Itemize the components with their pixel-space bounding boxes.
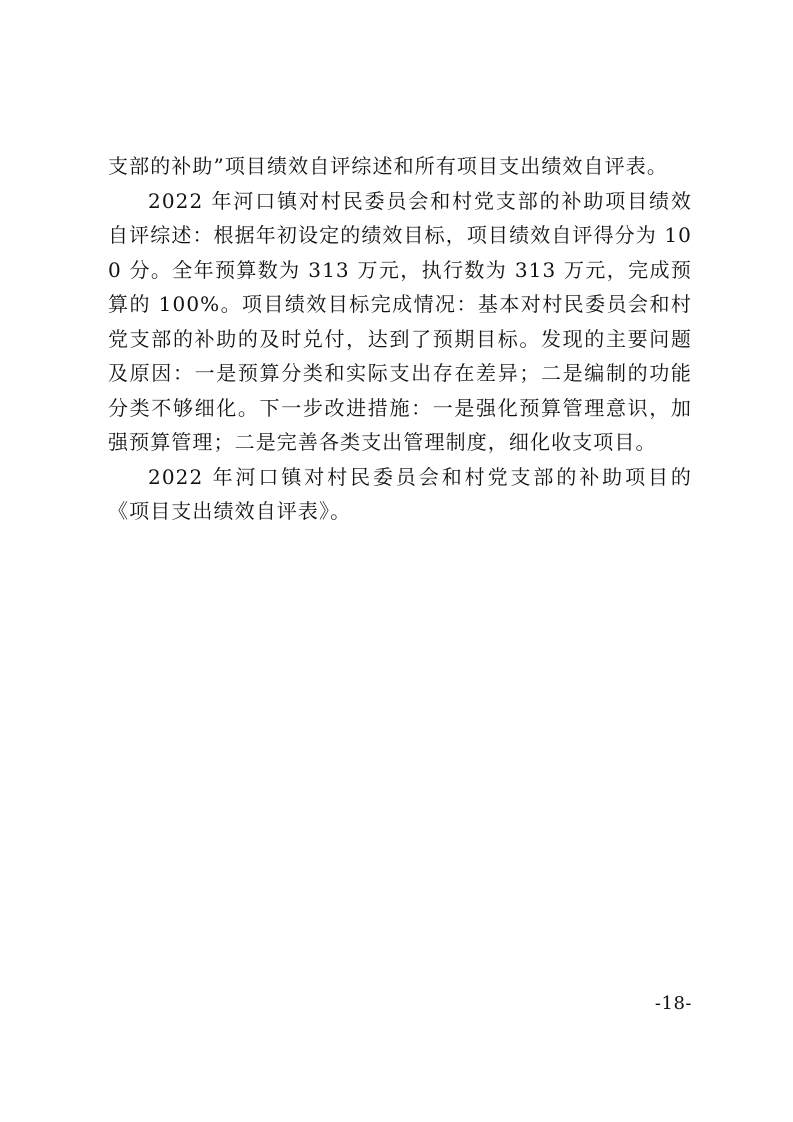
paragraph-continuation: 支部的补助”项目绩效自评综述和所有项目支出绩效自评表。 bbox=[108, 154, 668, 178]
paragraph-table-reference: 2022 年河口镇对村民委员会和村党支部的补助项目的《项目支出绩效自评表》。 bbox=[108, 464, 692, 523]
document-body bbox=[108, 149, 692, 529]
paragraph-performance-summary: 2022 年河口镇对村民委员会和村党支部的补助项目绩效自评综述：根据年初设定的绩效目标，项目绩效自评得分为 100 分。全年预算数为 313 万元，执行数为 313 万元，完成预算的 100%。项目绩效目标完成情况：基本对村民委员会和村党支部的补助的及时兑付，达到了预期目标。发现的主要问题及原因：一是预算分类和实际支出存在差异；二是编制的功能分类不够细化。下一步改进措施：一是强化预算管理意识，加强预算管理；二是完善各类支出管理制度，细化收支项目。 bbox=[108, 188, 692, 454]
page-number: -18- bbox=[654, 993, 692, 1014]
